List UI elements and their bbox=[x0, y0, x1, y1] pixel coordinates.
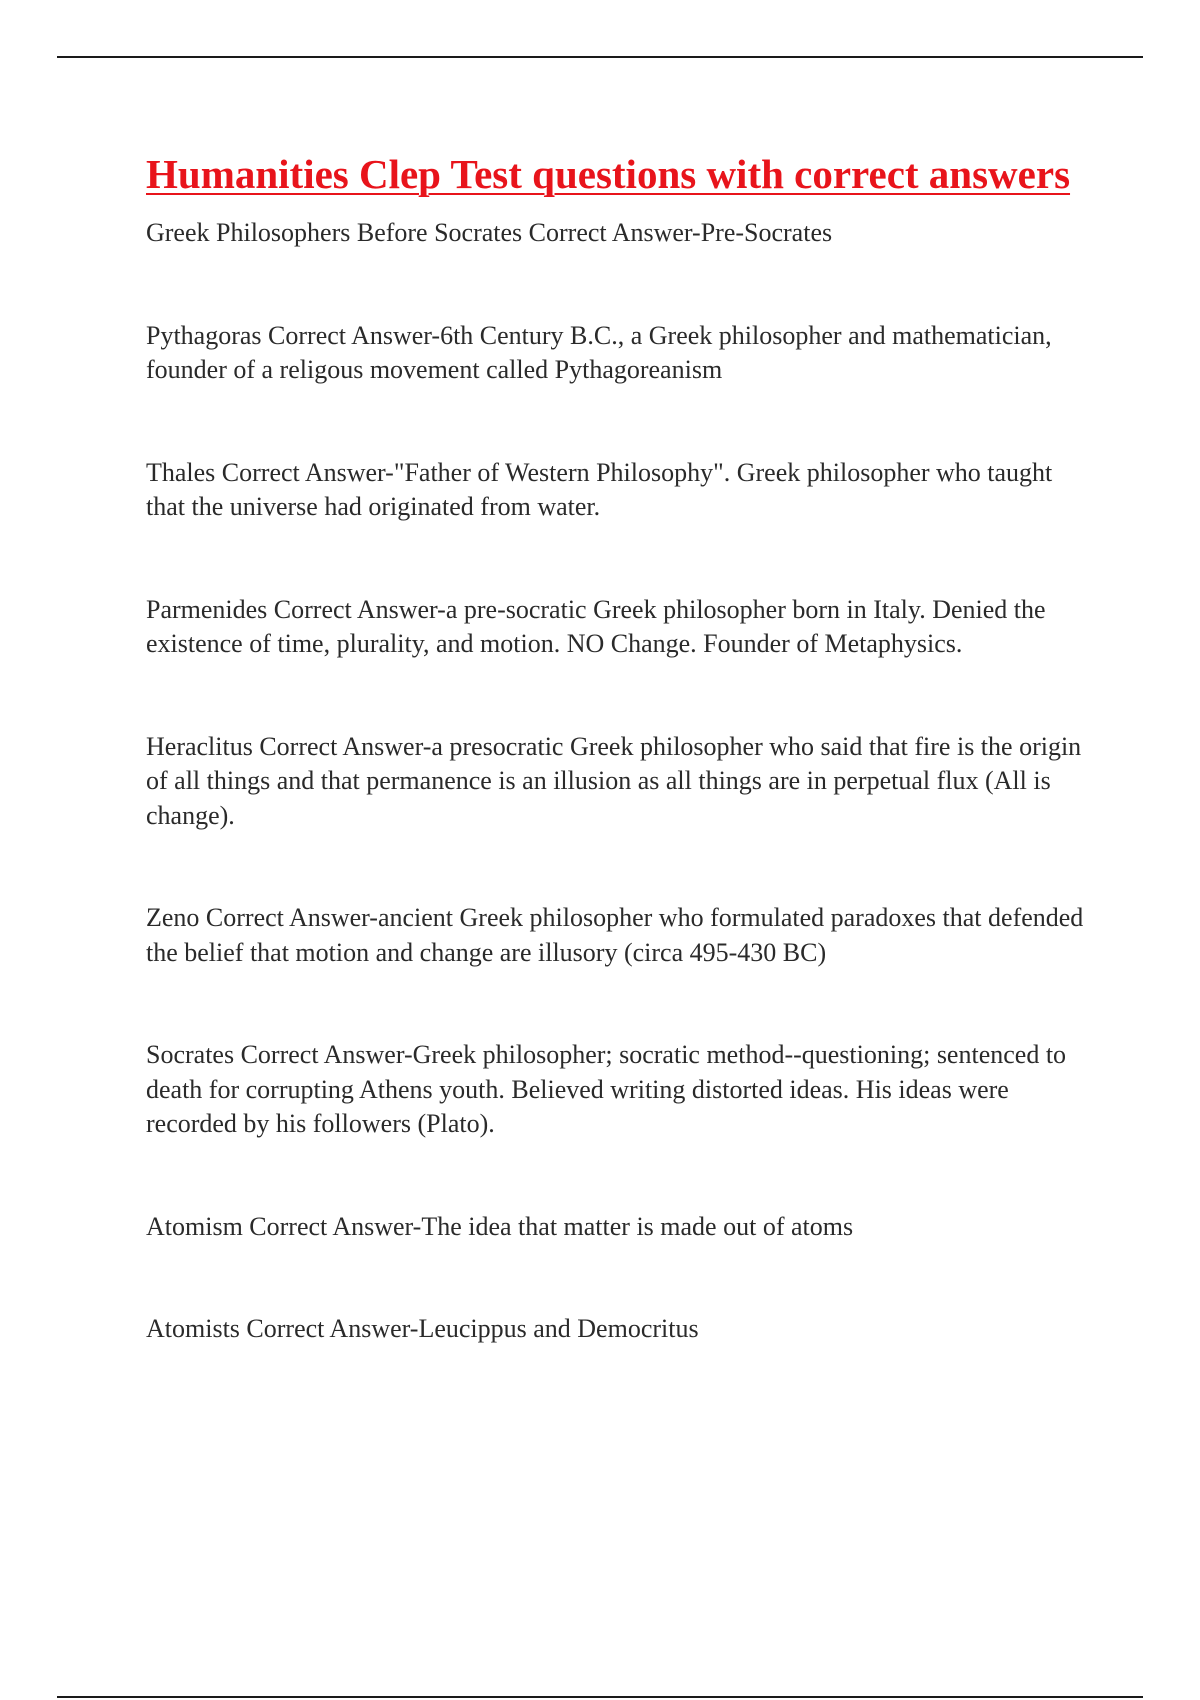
qa-entry-thales: Thales Correct Answer-"Father of Western Philosophy". Greek philosopher who taught that the universe had originated from water. bbox=[146, 457, 1053, 521]
qa-entry-parmenides: Parmenides Correct Answer-a pre-socratic Greek philosopher born in Italy. Denied the existence of time, plurality, and motion. NO Change. Founder of Metaphysics. bbox=[146, 594, 1046, 658]
qa-entry-greek-philosophers: Greek Philosophers Before Socrates Correct Answer-Pre-Socrates bbox=[146, 218, 833, 247]
qa-list bbox=[146, 216, 1096, 1347]
qa-entry-atomism: Atomism Correct Answer-The idea that matter is made out of atoms bbox=[146, 1211, 854, 1241]
bottom-rule bbox=[57, 1696, 1143, 1698]
qa-entry-atomists: Atomists Correct Answer-Leucippus and Democritus bbox=[146, 1314, 699, 1343]
document-title: Humanities Clep Test questions with correct answers bbox=[146, 151, 1071, 197]
qa-entry-pythagoras: Pythagoras Correct Answer-6th Century B.C., a Greek philosopher and mathematician, founder of a religous movement called Pythagoreanism bbox=[146, 320, 1052, 384]
top-rule bbox=[57, 56, 1143, 58]
qa-entry-zeno: Zeno Correct Answer-ancient Greek philosopher who formulated paradoxes that defended the belief that motion and change are illusory (circa 495-430 BC) bbox=[146, 903, 1084, 967]
qa-entry-heraclitus: Heraclitus Correct Answer-a presocratic Greek philosopher who said that fire is the origin of all things and that permanence is an illusion as all things are in perpetual flux (All is change). bbox=[146, 731, 1082, 830]
qa-entry-socrates: Socrates Correct Answer-Greek philosopher; socratic method--questioning; sentenced to death for corrupting Athens youth. Believed writing distorted ideas. His ideas were recorded by his followers (Plato). bbox=[146, 1040, 1067, 1138]
document-body bbox=[146, 146, 1096, 1347]
